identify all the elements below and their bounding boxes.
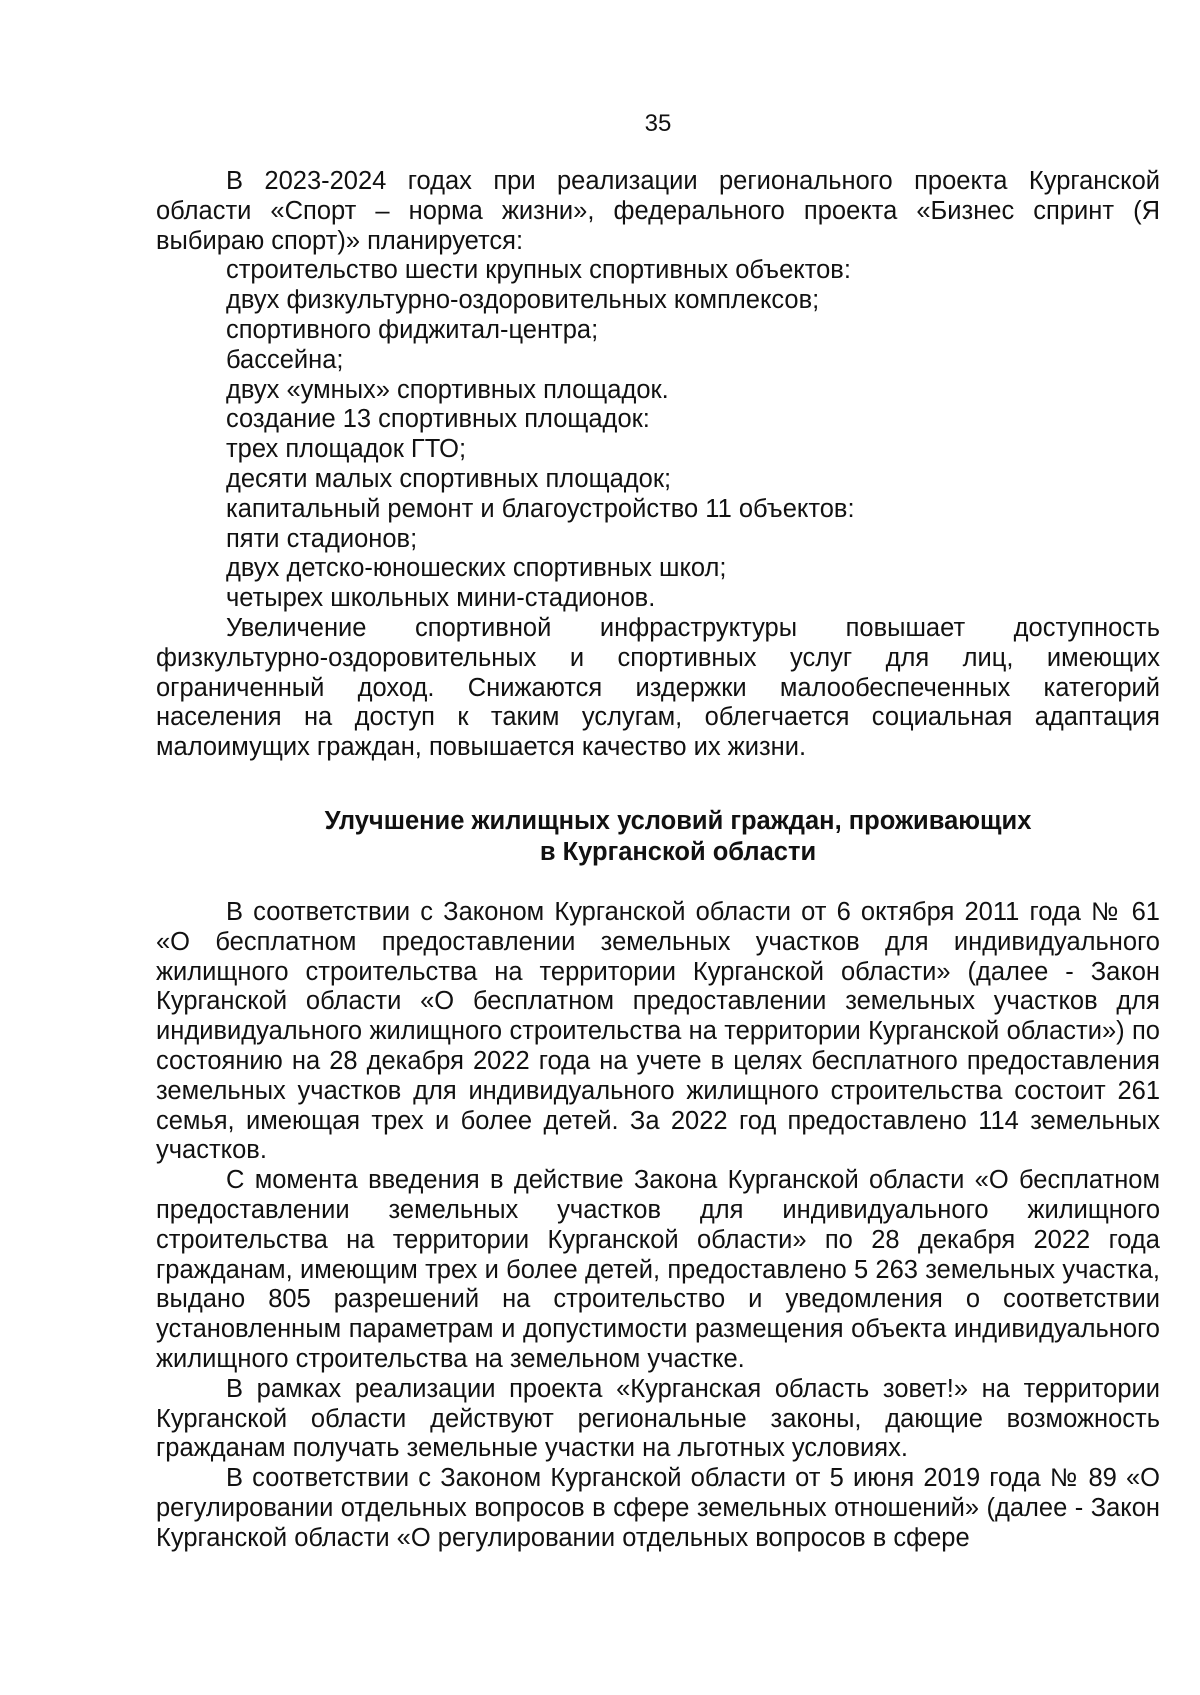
- list-item: десяти малых спортивных площадок;: [226, 464, 672, 493]
- list-item: бассейна;: [226, 345, 344, 374]
- section-body: [156, 898, 1160, 1554]
- section-heading-line-2: в Курганской области: [539, 838, 817, 866]
- intro-conclusion: Увеличение спортивной инфраструктуры повышает доступность физкультурно-оздоровительных и спортивных услуг для лиц, имеющих ограниченный доход. Снижаются издержки малообеспеченных категорий населения на доступ к таким услугам, облегчается социальная адаптация малоимущих граждан, повышается качество их жизни.: [156, 613, 1160, 762]
- section-heading: [156, 806, 1160, 868]
- list-item: двух «умных» спортивных площадок.: [226, 375, 669, 404]
- intro-paragraph: В 2023-2024 годах при реализации регионального проекта Курганской области «Спорт – норма жизни», федерального проекта «Бизнес спринт (Я выбираю спорт)» планируется:: [156, 167, 1160, 255]
- body-paragraph: В рамках реализации проекта «Курганская область зовет!» на территории Курганской области действуют региональные законы, дающие возможность гражданам получать земельные участки на льготных условиях.: [156, 1374, 1160, 1463]
- list-item: капитальный ремонт и благоустройство 11 объектов:: [226, 494, 855, 523]
- list-item: пяти стадионов;: [226, 524, 418, 553]
- list-item: строительство шести крупных спортивных объектов:: [226, 256, 851, 285]
- list-item: создание 13 спортивных площадок:: [226, 405, 650, 434]
- body-paragraph: С момента введения в действие Закона Курганской области «О бесплатном предоставлении земельных участков для индивидуального жилищного строительства на территории Курганской области» по 28 декабря 2022 года гражданам, имеющим трех и более детей, предоставлено 5 263 земельных участка, выдано 805 разрешений на строительство и уведомления о соответствии установленным параметрам и допустимости размещения объекта индивидуального жилищного строительства на земельном участке.: [156, 1166, 1160, 1373]
- body-paragraph: В соответствии с Законом Курганской области от 6 октября 2011 года № 61 «О бесплатном предоставлении земельных участков для индивидуального жилищного строительства на территории Курганской области» (далее - Закон Курганской области «О бесплатном предоставлении земельных участков для индивидуального жилищного строительства на территории Курганской области») по состоянию на 28 декабря 2022 года на учете в целях бесплатного предоставления земельных участков для индивидуального жилищного строительства состоит 261 семья, имеющая трех и более детей. За 2022 год предоставлено 114 земельных участков.: [156, 898, 1160, 1165]
- list-item: спортивного фиджитал-центра;: [226, 315, 599, 344]
- intro-block: [156, 167, 1160, 763]
- list-item: двух детско-юношеских спортивных школ;: [226, 554, 727, 583]
- page-number: 35: [644, 110, 672, 137]
- list-item: трех площадок ГТО;: [226, 435, 467, 464]
- section-heading-line-1: Улучшение жилищных условий граждан, проживающих: [324, 807, 1032, 835]
- list-item: четырех школьных мини-стадионов.: [226, 584, 656, 613]
- list-item: двух физкультурно-оздоровительных комплексов;: [226, 286, 820, 315]
- body-paragraph: В соответствии с Законом Курганской области от 5 июня 2019 года № 89 «О регулировании отдельных вопросов в сфере земельных отношений» (далее - Закон Курганской области «О регулировании отдельных вопросов в сфере: [156, 1464, 1160, 1552]
